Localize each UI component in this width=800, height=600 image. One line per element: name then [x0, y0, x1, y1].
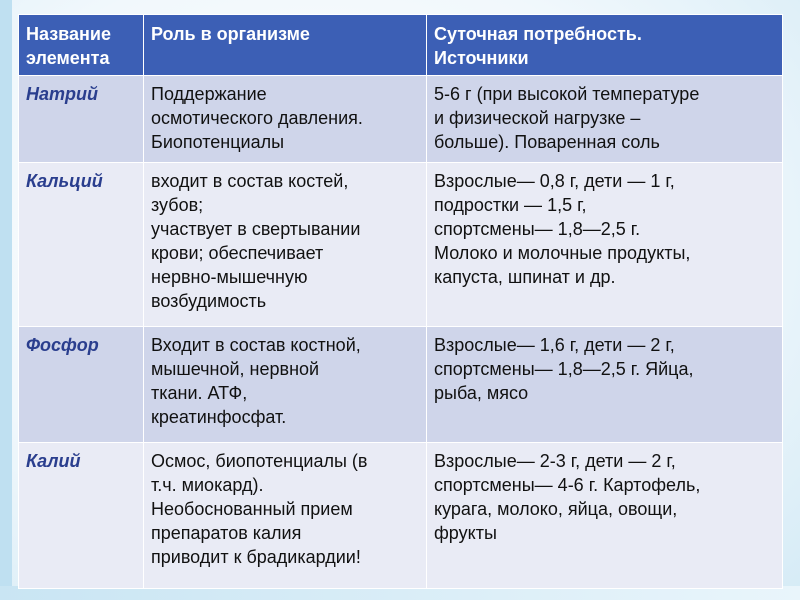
elements-table-container: [18, 14, 782, 600]
element-name: Натрий: [19, 76, 144, 163]
table-row-phosphorus: [19, 327, 783, 443]
element-need: 5-6 г (при высокой температуре и физической нагрузке – больше). Поваренная соль: [427, 76, 783, 163]
header-role: Роль в организме: [144, 15, 427, 76]
header-element: Название элемента: [19, 15, 144, 76]
elements-table: [18, 14, 783, 589]
slide-left-stripe: [0, 0, 12, 600]
element-name: Фосфор: [19, 327, 144, 443]
element-need: Взрослые— 1,6 г, дети — 2 г, спортсмены— 1,8—2,5 г. Яйца, рыба, мясо: [427, 327, 783, 443]
element-role: Осмос, биопотенциалы (в т.ч. миокард). Необоснованный прием препаратов калия приводит к брадикардии!: [144, 443, 427, 589]
element-name: Кальций: [19, 163, 144, 327]
table-row-calcium: [19, 163, 783, 327]
element-name: Калий: [19, 443, 144, 589]
element-role: Входит в состав костной, мышечной, нервной ткани. АТФ, креатинфосфат.: [144, 327, 427, 443]
element-need: Взрослые— 2-3 г, дети — 2 г, спортсмены— 4-6 г. Картофель, курага, молоко, яйца, овощи, фрукты: [427, 443, 783, 589]
element-role: Поддержание осмотического давления. Биопотенциалы: [144, 76, 427, 163]
element-need: Взрослые— 0,8 г, дети — 1 г, подростки — 1,5 г, спортсмены— 1,8—2,5 г. Молоко и молочные продукты, капуста, шпинат и др.: [427, 163, 783, 327]
header-need: Суточная потребность. Источники: [427, 15, 783, 76]
table-row-potassium: [19, 443, 783, 589]
table-row-sodium: [19, 76, 783, 163]
element-role: входит в состав костей, зубов; участвует в свертывании крови; обеспечивает нервно-мышечную возбудимость: [144, 163, 427, 327]
table-header-row: [19, 15, 783, 76]
